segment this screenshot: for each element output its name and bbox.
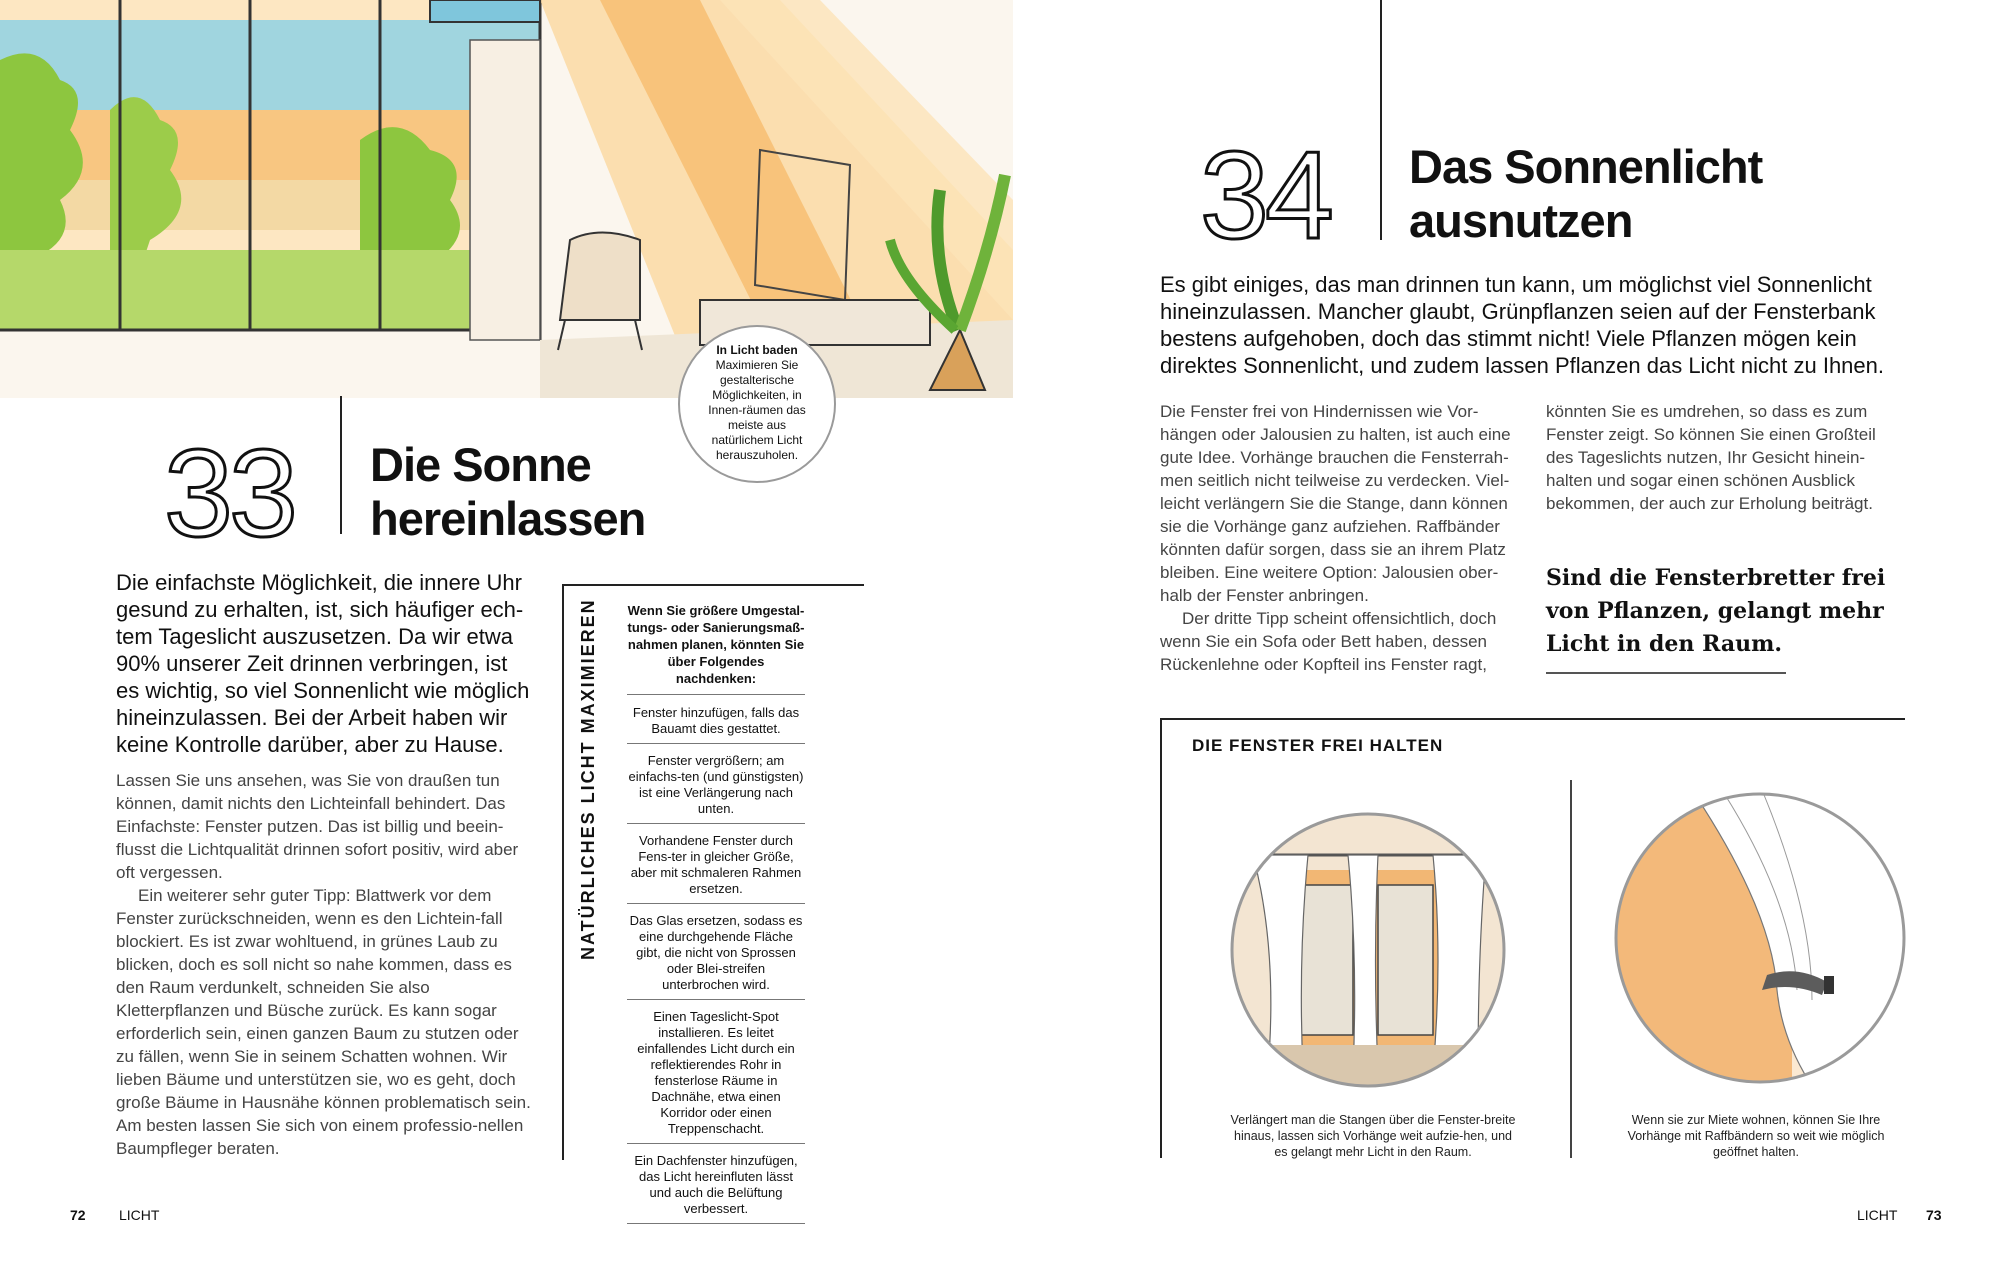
caption-left: Verlängert man die Stangen über die Fenster-breite hinaus, lassen sich Vorhänge weit aufzie-hen, und es gelangt mehr Licht in den Raum. <box>1230 1113 1516 1159</box>
sidebar-vertical-title: NATÜRLICHES LICHT MAXIMIEREN <box>578 598 598 960</box>
heading-divider-33 <box>340 396 342 534</box>
section-title-34-line2: ausnutzen <box>1409 194 1633 247</box>
pull-quote: Sind die Fensterbretter frei von Pflanzen, gelangt mehr Licht in den Raum. <box>1546 565 1886 657</box>
section-title-33-line2: hereinlassen <box>370 492 646 545</box>
page-number-left: 72 <box>70 1207 86 1223</box>
interior-sketch-illustration <box>0 0 1013 398</box>
body-paragraph-2: Der dritte Tipp scheint offensichtlich, doch wenn Sie ein Sofa oder Bett haben, dessen Rückenlehne oder Kopfteil ins Fenster ragt, <box>1160 609 1497 674</box>
callout-text: Maximieren Sie gestalterische Möglichkeiten, in Innen-räumen das meiste aus natürlichem Licht herauszuholen. <box>708 358 806 462</box>
box-center-divider <box>1570 780 1572 1158</box>
sidebar-top-rule <box>562 584 864 586</box>
lead-paragraph-33: Die einfachste Möglichkeit, die innere Uhr gesund zu erhalten, ist, sich häufiger ech-tem Tageslicht auszusetzen. Da wir etwa 90% unserer Zeit drinnen verbringen, ist es wichtig, so viel Sonnenlicht wie möglich hineinzulassen. Bei der Arbeit haben wir keine Kontrolle darüber, aber zu Hause. <box>116 570 530 757</box>
sidebar-item: Fenster vergrößern; am einfachs-ten (und günstigsten) ist eine Verlängerung nach unten. <box>627 753 805 824</box>
body-text-33 <box>116 769 538 1160</box>
body-paragraph-2: Ein weiterer sehr guter Tipp: Blattwerk vor dem Fenster zurückschneiden, wenn es den Lichtein-fall blockiert. Es ist zwar wohltuend, in grünes Laub zu blicken, doch es soll nicht so nahe kommen, dass es den Raum verdunkelt, schneiden Sie also Kletterpflanzen und Büsche zurück. Es kann sogar erforderlich sein, einen ganzen Baum zu stutzen oder zu fällen, wenn Sie in seinem Schatten wohnen. Wir lieben Bäume und unterstützen sie, wo es geht, doch große Bäume in Hausnähe können problematisch sein. Am besten lassen Sie sich von einem professio-nellen Baumpfleger beraten. <box>116 886 531 1158</box>
curtains-wide-rod-illustration <box>1228 810 1508 1090</box>
section-number-34: 34 <box>1200 127 1330 265</box>
section-title-33-line1: Die Sonne <box>370 438 591 491</box>
box-left-rule <box>1160 718 1162 1158</box>
caption-right: Wenn sie zur Miete wohnen, können Sie Ihre Vorhänge mit Raffbändern so weit wie möglich geöffnet halten. <box>1627 1113 1885 1159</box>
sidebar-item: Das Glas ersetzen, sodass es eine durchgehende Fläche gibt, die nicht von Sprossen oder Blei-streifen unterbrochen wird. <box>627 913 805 1000</box>
sidebar-item: Einen Tageslicht-Spot installieren. Es leitet einfallendes Licht durch ein reflektierendes Rohr in fensterlose Räume in Dachnähe, etwa einen Korridor oder einen Treppenschacht. <box>627 1009 805 1144</box>
sidebar-item: Fenster hinzufügen, falls das Bauamt dies gestattet. <box>627 705 805 744</box>
section-title-34-line1: Das Sonnenlicht <box>1409 140 1763 193</box>
box-title: DIE FENSTER FREI HALTEN <box>1192 736 1444 755</box>
section-number-33: 33 <box>164 425 294 563</box>
running-head-left: LICHT <box>119 1207 160 1223</box>
running-head-right: LICHT <box>1857 1207 1898 1223</box>
callout-title: In Licht baden <box>716 343 798 357</box>
page-number-right: 73 <box>1926 1207 1942 1223</box>
body-column-2-34: könnten Sie es umdrehen, so dass es zum Fenster zeigt. So können Sie einen Großteil des Tageslichts nutzen, Ihr Gesicht hinein-halten und sogar einen schönen Ausblick bekommen, der auch zur Erholung beiträgt. <box>1546 402 1876 513</box>
curtain-tieback-illustration <box>1612 790 1908 1086</box>
callout-circle <box>678 325 836 483</box>
body-column-1-34 <box>1160 400 1525 676</box>
heading-divider-34 <box>1380 0 1382 240</box>
sidebar-item: Ein Dachfenster hinzufügen, das Licht hereinfluten lässt und auch die Belüftung verbessert. <box>627 1153 805 1224</box>
sidebar-rule <box>562 584 564 1160</box>
lead-paragraph-34: Es gibt einiges, das man drinnen tun kann, um möglichst viel Sonnenlicht hineinzulassen. Mancher glaubt, Grünpflanzen seien auf der Fensterbank bestens aufgehoben, doch das stimmt nicht! Viele Pflanzen mögen kein direktes Sonnenlicht, und zudem lassen Pflanzen das Licht nicht zu Ihnen. <box>1160 272 1885 378</box>
pull-quote-rule <box>1546 672 1786 674</box>
box-top-rule <box>1160 718 1905 720</box>
body-paragraph-1: Die Fenster frei von Hindernissen wie Vor-hängen oder Jalousien zu halten, ist auch eine gute Idee. Vorhänge brauchen die Fensterrah-men seitlich nicht teilweise zu verdecken. Viel-leicht verlängern Sie die Stange, dann können sie die Vorhänge ganz aufziehen. Raffbänder könnten dafür sorgen, dass sie an ihrem Platz bleiben. Eine weitere Option: Jalousien ober-halb der Fenster anbringen. <box>1160 402 1511 605</box>
sidebar-item: Vorhandene Fenster durch Fens-ter in gleicher Größe, aber mit schmaleren Rahmen ersetzen. <box>627 833 805 904</box>
sidebar-list <box>627 602 805 1233</box>
body-paragraph-1: Lassen Sie uns ansehen, was Sie von draußen tun können, damit nichts den Lichteinfall behindert. Das Einfachste: Fenster putzen. Das ist billig und beein-flusst die Lichtqualität drinnen sofort positiv, wird aber oft vergessen. <box>116 771 519 882</box>
sidebar-heading: Wenn Sie größere Umgestal-tungs- oder Sanierungsmaß-nahmen planen, könnten Sie über Folgendes nachdenken: <box>627 602 805 695</box>
